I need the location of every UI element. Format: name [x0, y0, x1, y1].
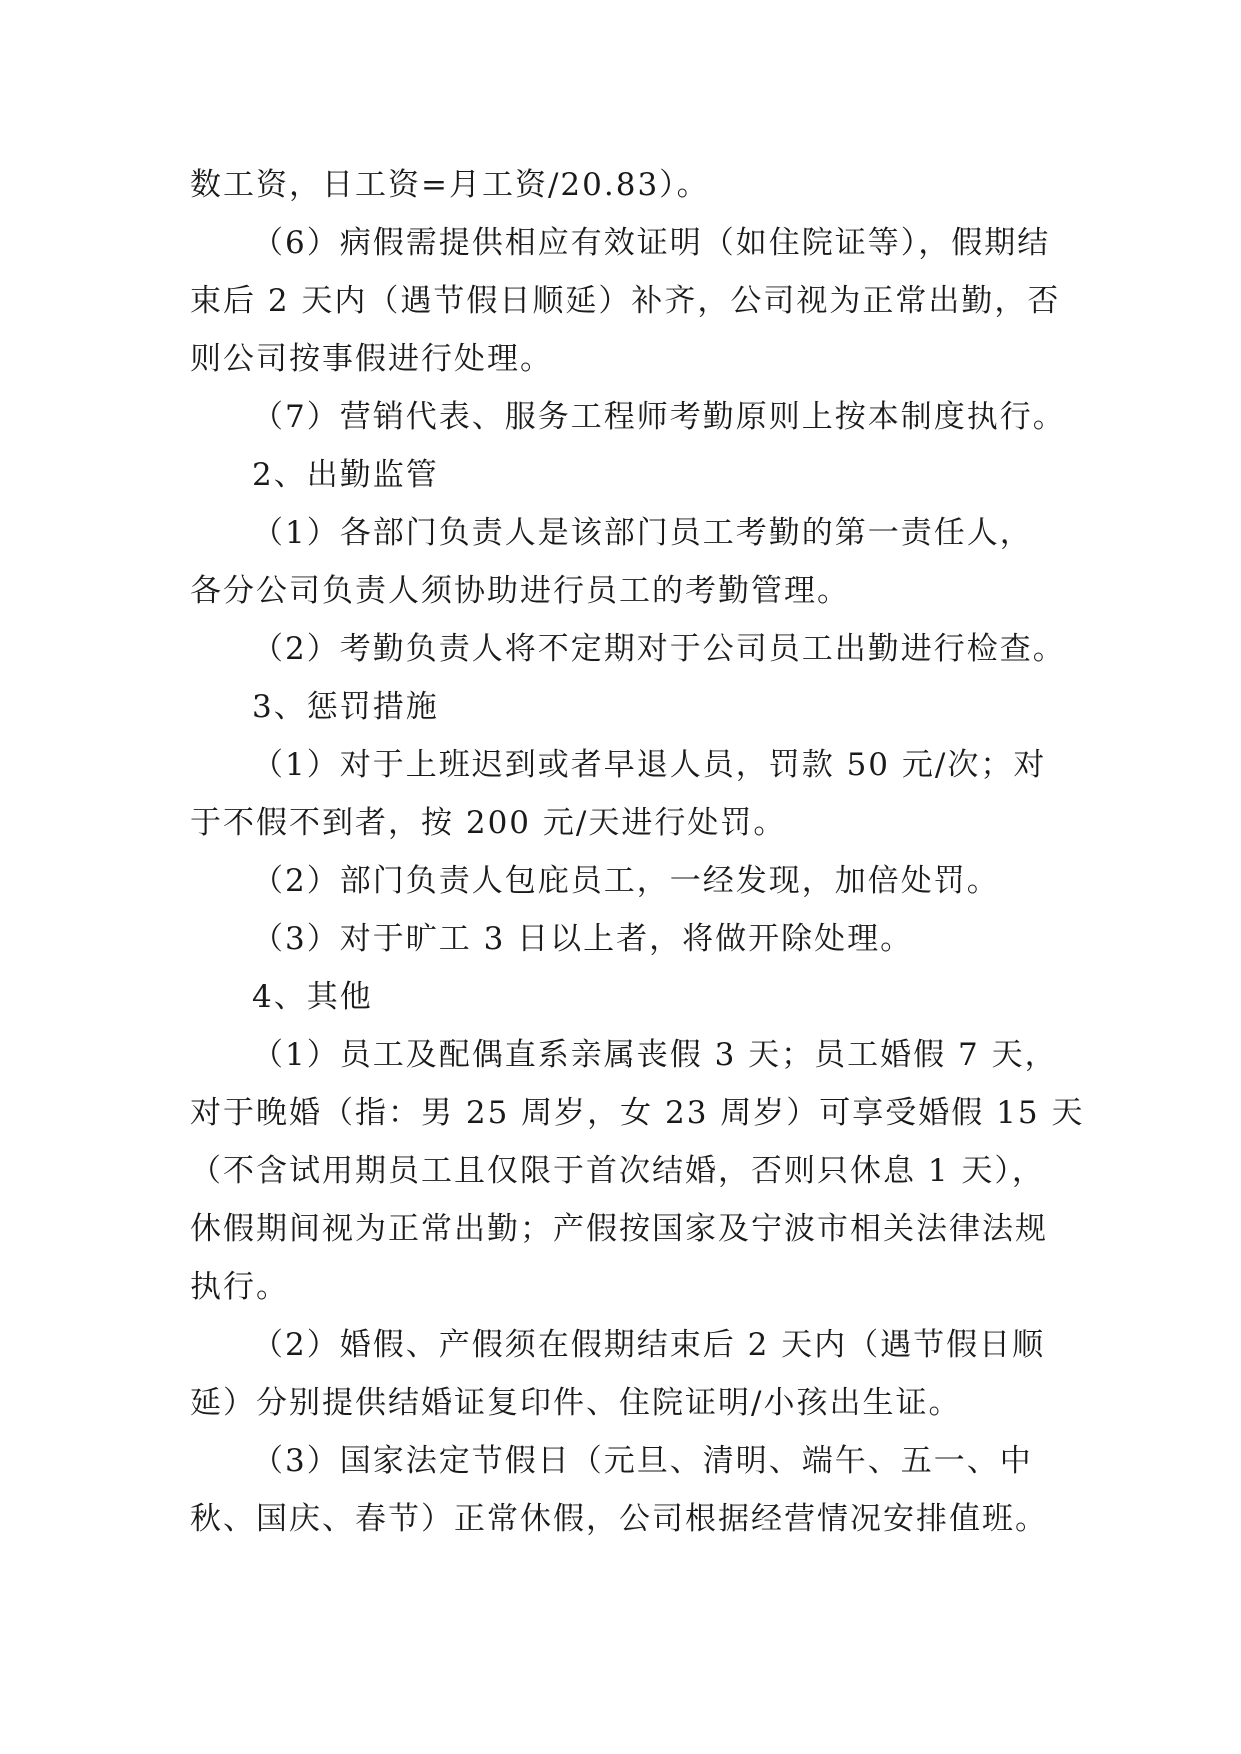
text-line: （7）营销代表、服务工程师考勤原则上按本制度执行。 [252, 399, 1066, 435]
text-line: （不含试用期员工且仅限于首次结婚，否则只休息 1 天）， [190, 1153, 1045, 1189]
text-line: 束后 2 天内（遇节假日顺延）补齐，公司视为正常出勤，否 [190, 283, 1061, 319]
text-line: （2）部门负责人包庇员工，一经发现，加倍处罚。 [252, 863, 1000, 899]
text-line: （1）员工及配偶直系亲属丧假 3 天；员工婚假 7 天， [252, 1037, 1058, 1073]
text-line: 于不假不到者，按 200 元/天进行处罚。 [190, 805, 787, 841]
text-line: （6）病假需提供相应有效证明（如住院证等），假期结 [252, 225, 1051, 261]
text-line: （3）对于旷工 3 日以上者，将做开除处理。 [252, 921, 914, 957]
section-heading: 3、惩罚措施 [252, 689, 439, 725]
section-heading: 2、出勤监管 [252, 457, 439, 493]
text-line: （1）各部门负责人是该部门员工考勤的第一责任人， [252, 515, 1033, 551]
text-line: 执行。 [190, 1269, 289, 1305]
text-line: （2）考勤负责人将不定期对于公司员工出勤进行检查。 [252, 631, 1066, 667]
text-line: 休假期间视为正常出勤；产假按国家及宁波市相关法律法规 [190, 1211, 1048, 1247]
text-line: （2）婚假、产假须在假期结束后 2 天内（遇节假日顺 [252, 1327, 1046, 1363]
text-line: 数工资，日工资=月工资/20.83）。 [190, 167, 710, 203]
text-line: 秋、国庆、春节）正常休假，公司根据经营情况安排值班。 [190, 1501, 1048, 1537]
text-line: 延）分别提供结婚证复印件、住院证明/小孩出生证。 [190, 1385, 962, 1421]
text-line: （3）国家法定节假日（元旦、清明、端午、五一、中 [252, 1443, 1033, 1479]
text-line: 对于晚婚（指：男 25 周岁，女 23 周岁）可享受婚假 15 天 [190, 1095, 1085, 1131]
text-line: 各分公司负责人须协助进行员工的考勤管理。 [190, 573, 850, 609]
section-heading: 4、其他 [252, 979, 373, 1015]
text-line: （1）对于上班迟到或者早退人员，罚款 50 元/次；对 [252, 747, 1047, 783]
text-line: 则公司按事假进行处理。 [190, 341, 553, 377]
